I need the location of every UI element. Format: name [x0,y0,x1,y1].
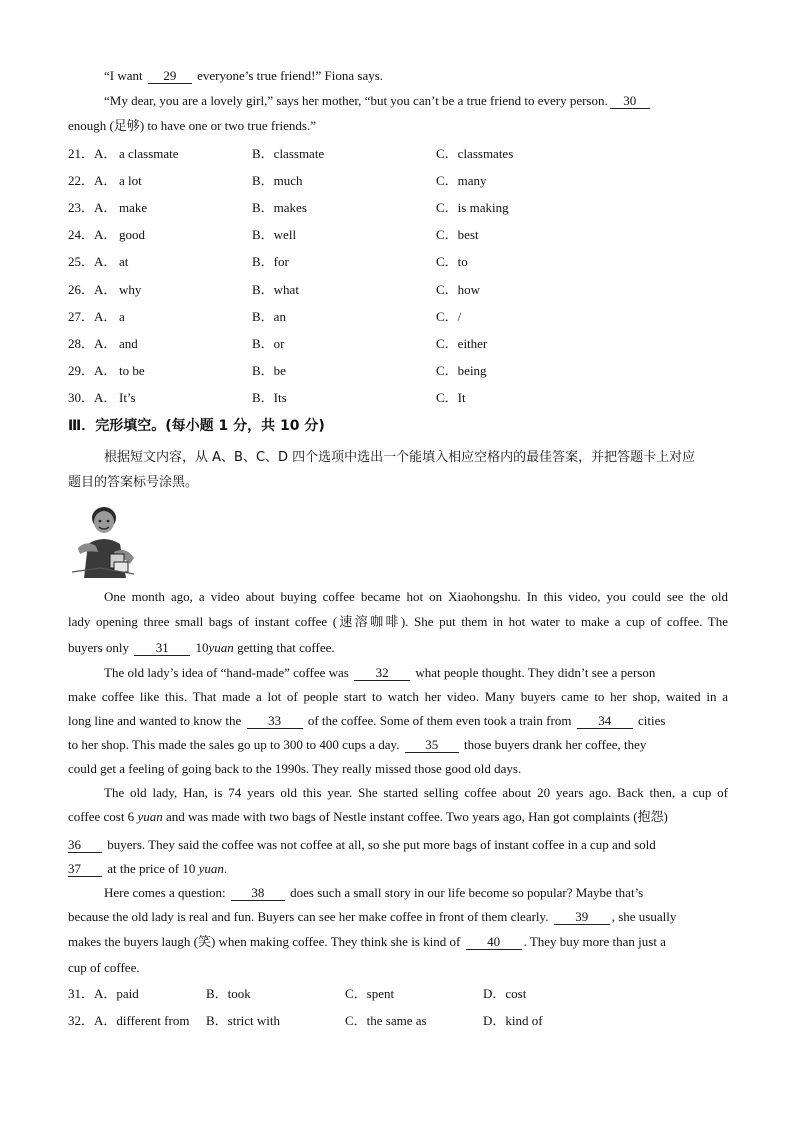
option-a: to be [119,363,145,378]
option-b: B．classmate [252,146,325,161]
question-row [68,390,728,406]
question-number: 27．A． [68,309,117,324]
option-c: C．It [436,390,466,405]
option-a: 32．A．different from [68,1013,190,1028]
blank-33: 33 [247,714,303,729]
blank-29: 29 [148,69,192,84]
question-number: 26．A． [68,282,117,297]
option-a: 31．A．paid [68,986,139,1001]
question-number: 28．A． [68,336,117,351]
option-b: B．took [206,986,251,1001]
instructions-line: 根据短文内容，从 A、B、C、D 四个选项中选出一个能填入相应空格内的最佳答案，并把答题卡上对应 [104,450,696,465]
question-number: 29．A． [68,363,117,378]
option-b: B．Its [252,390,287,405]
question-row [68,986,728,1002]
option-b: B．what [252,282,299,297]
blank-40: 40 [466,935,522,950]
question-number: 21．A． [68,146,117,161]
option-a: why [119,282,142,297]
passage-line: “My dear, you are a lovely girl,” says her mother, “but you can’t be a true friend to every person. 30 [104,93,728,109]
option-a: a [119,309,125,324]
option-c: C．many [436,173,487,188]
option-c: C．the same as [345,1013,427,1028]
question-row [68,1013,728,1029]
passage-line: to her shop. This made the sales go up to 300 to 400 cups a day. 35 those buyers drank her coffee, they [68,737,647,752]
blank-39: 39 [554,910,610,925]
option-b: B．strict with [206,1013,281,1028]
passage-line: Here comes a question: 38 does such a small story in our life become so popular? Maybe that’s [104,885,644,900]
passage-line: buyers only 31 10yuan getting that coffee. [68,640,335,655]
blank-36: 36 [68,838,102,853]
passage-line: 36 buyers. They said the coffee was not coffee at all, so she put more bags of instant coffee in a cup and sold [68,837,656,852]
option-a: at [119,254,129,269]
question-row [68,254,728,270]
option-b: B．much [252,173,303,188]
question-number: 30．A． [68,390,117,405]
question-number: 23．A． [68,200,117,215]
passage-line: make coffee like this. That made a lot of people start to watch her video. Many buyers came to her shop, waited in a [68,689,728,704]
option-a: make [119,200,148,215]
blank-34: 34 [577,714,633,729]
passage-line: could get a feeling of going back to the 1990s. They really missed those good old days. [68,761,522,776]
option-a: a lot [119,173,142,188]
option-c: C．is making [436,200,509,215]
question-number: 24．A． [68,227,117,242]
question-row [68,363,728,379]
instructions-line: 题目的答案标号涂黑。 [68,475,199,490]
passage-line: The old lady, Han, is 74 years old this year. She started selling coffee about 20 years ago. Back then, a cup of [104,785,728,800]
option-c: C．/ [436,309,462,324]
question-row [68,336,728,352]
blank-30: 30 [610,94,650,109]
blank-38: 38 [231,886,285,901]
option-c: C．to [436,254,468,269]
section-heading: Ⅲ．完形填空。(每小题 1 分，共 10 分) [68,418,325,434]
option-b: B．an [252,309,286,324]
option-a: a classmate [119,146,179,161]
option-b: B．be [252,363,286,378]
question-row [68,282,728,298]
question-row [68,146,728,162]
blank-37: 37 [68,862,102,877]
question-row [68,173,728,189]
passage-line: 37 at the price of 10 yuan. [68,861,228,876]
passage-line: lady opening three small bags of instant coffee (速溶咖啡). She put them in hot water to make a cup of coffee. The [68,614,728,629]
option-b: B．or [252,336,285,351]
passage-line: long line and wanted to know the 33 of the coffee. Some of them even took a train from 34 cities [68,713,666,728]
man-holding-coffee-photo [70,502,140,578]
option-a: good [119,227,145,242]
question-number: 22．A． [68,173,117,188]
option-c: C．best [436,227,479,242]
passage-line: cup of coffee. [68,960,140,975]
passage-line: makes the buyers laugh (笑) when making coffee. They think she is kind of 40 . They buy more than just a [68,934,666,949]
option-c: C．being [436,363,487,378]
passage-line: enough (足够) to have one or two true friends.” [68,118,317,133]
passage-line: because the old lady is real and fun. Buyers can see her make coffee in front of them clearly. 39 , she usually [68,909,677,924]
option-c: C．how [436,282,481,297]
passage-line: The old lady’s idea of “hand-made” coffee was 32 what people thought. They didn’t see a person [104,665,656,680]
blank-32: 32 [354,666,410,681]
option-b: B．well [252,227,297,242]
option-b: B．makes [252,200,307,215]
passage-line: “I want 29 everyone’s true friend!” Fiona says. [104,68,384,83]
option-b: B．for [252,254,289,269]
option-d: D．kind of [483,1013,543,1028]
option-c: C．either [436,336,488,351]
option-c: C．classmates [436,146,514,161]
blank-31: 31 [134,641,190,656]
blank-35: 35 [405,738,459,753]
option-d: D．cost [483,986,527,1001]
option-c: C．spent [345,986,395,1001]
question-row [68,227,728,243]
question-number: 25．A． [68,254,117,269]
passage-line: One month ago, a video about buying coffee became hot on Xiaohongshu. In this video, you could see the old [104,589,728,604]
option-a: and [119,336,138,351]
question-row [68,309,728,325]
passage-line: coffee cost 6 yuan and was made with two bags of Nestle instant coffee. Two years ago, Han got complaints (抱怨) [68,809,668,824]
question-row [68,200,728,216]
option-a: It’s [119,390,136,405]
